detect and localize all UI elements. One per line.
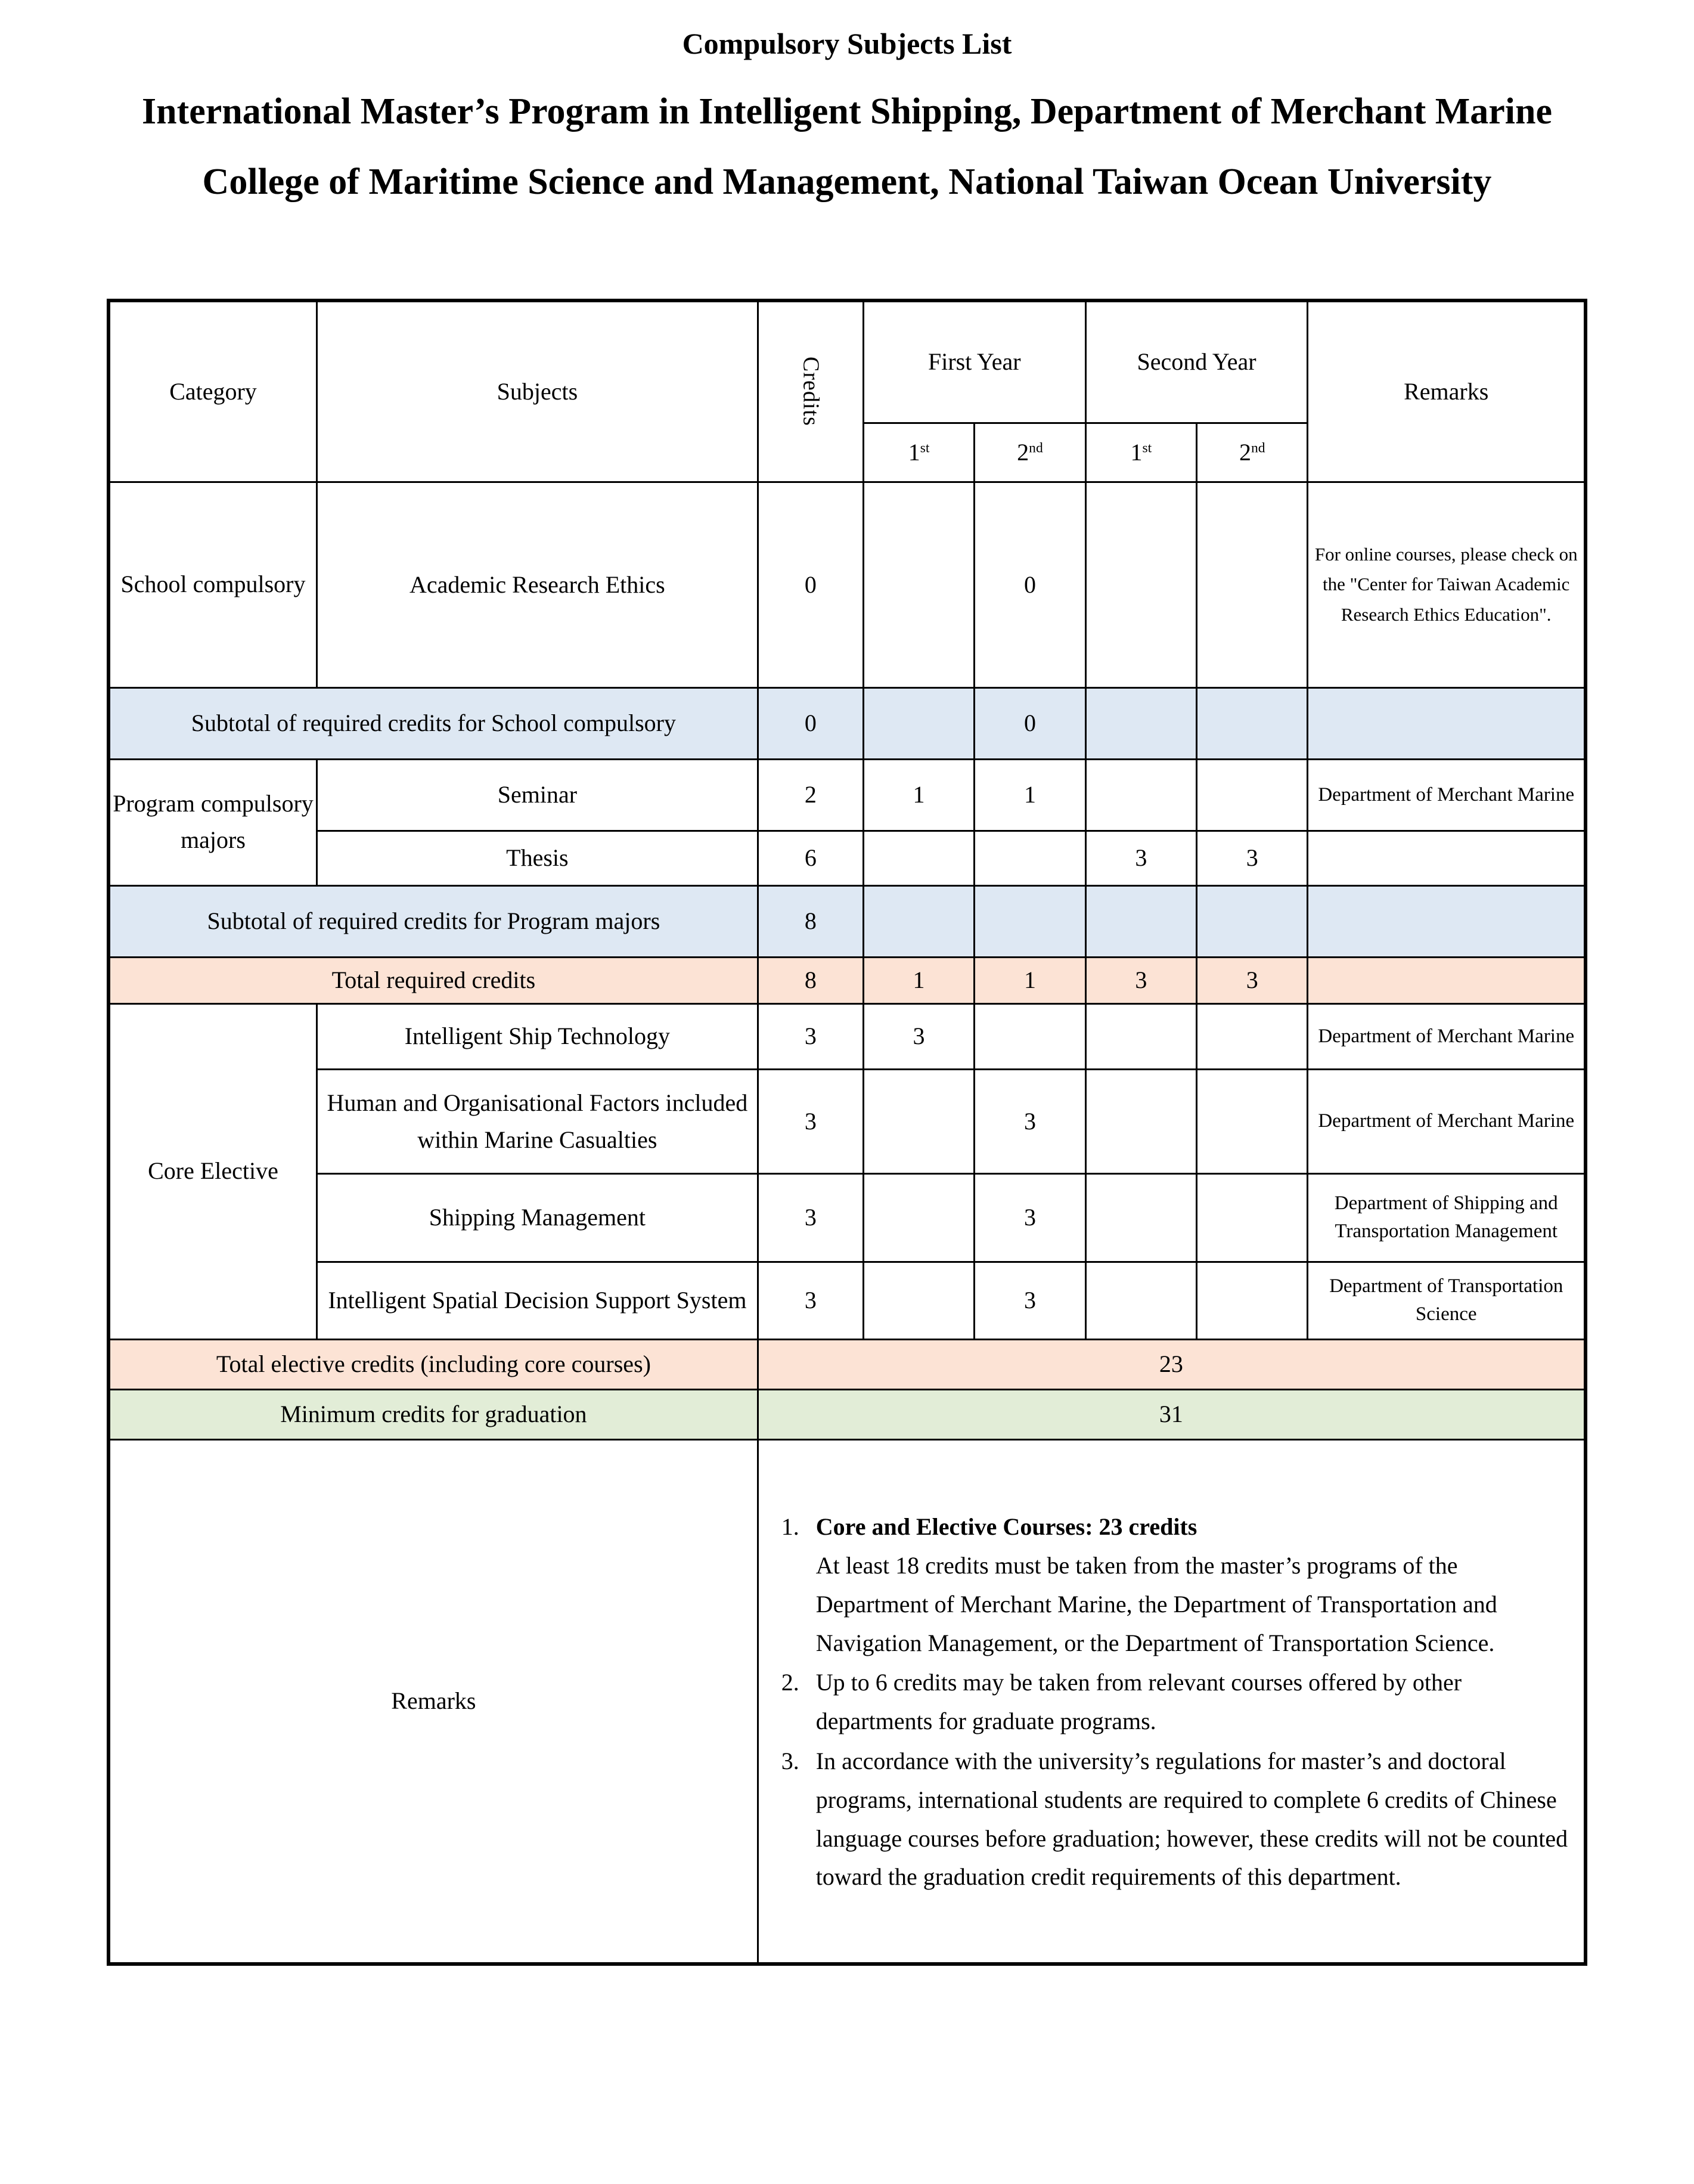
cell-remarks [1308, 831, 1586, 885]
table-header-row-1 [108, 301, 1586, 423]
cell-y1s2: 1 [975, 957, 1085, 1003]
cell-credits: 0 [758, 482, 863, 687]
cell-subject-seminar: Seminar [317, 759, 758, 831]
ordinal-suffix-st: st [920, 439, 930, 456]
cell-total-elective-value: 23 [758, 1339, 1586, 1389]
cell-total-required-label: Total required credits [108, 957, 758, 1003]
compulsory-subjects-table [107, 299, 1587, 1966]
cell-credits: 6 [758, 831, 863, 885]
table-row-remarks-block [108, 1439, 1586, 1964]
compulsory-subjects-table-wrap [107, 299, 1587, 1966]
cell-credits: 0 [758, 687, 863, 759]
cell-y2s2 [1197, 759, 1308, 831]
cell-y1s2 [975, 831, 1085, 885]
credits-rotated-wrap: Credits [798, 357, 824, 427]
cell-y1s1 [863, 831, 974, 885]
ordinal-suffix-nd: nd [1251, 439, 1265, 456]
cell-y1s2: 3 [975, 1173, 1085, 1262]
cell-category-program-compulsory-majors: Program compulsory majors [108, 759, 317, 885]
cell-y1s2: 0 [975, 482, 1085, 687]
cell-remarks: Department of Merchant Marine [1308, 1003, 1586, 1069]
cell-credits: 3 [758, 1003, 863, 1069]
cell-remarks [1308, 957, 1586, 1003]
cell-y2s1 [1085, 482, 1196, 687]
cell-y2s2 [1197, 885, 1308, 957]
cell-remarks: Department of Merchant Marine [1308, 759, 1586, 831]
cell-y1s1: 3 [863, 1003, 974, 1069]
header-y1-sem2: 2nd [975, 423, 1085, 482]
remarks-list [766, 1508, 1568, 1897]
cell-minimum-graduation-value: 31 [758, 1389, 1586, 1439]
cell-subject-shipping-management: Shipping Management [317, 1173, 758, 1262]
cell-y1s1 [863, 1262, 974, 1339]
cell-y2s1 [1085, 1262, 1196, 1339]
table-row [108, 1003, 1586, 1069]
cell-y2s1: 3 [1085, 831, 1196, 885]
cell-y1s1: 1 [863, 957, 974, 1003]
cell-total-elective-label: Total elective credits (including core courses) [108, 1339, 758, 1389]
remark-body-1: At least 18 credits must be taken from the master’s programs of the Department of Merchant Marine, the Department of Transportation and Navigation Management, or the Department of Transportation Science. [815, 1552, 1497, 1656]
ordinal-suffix-nd: nd [1029, 439, 1043, 456]
cell-y2s1: 3 [1085, 957, 1196, 1003]
header-category: Category [108, 301, 317, 482]
table-row-total-required [108, 957, 1586, 1003]
table-row-total-elective [108, 1339, 1586, 1389]
cell-y2s2 [1197, 687, 1308, 759]
cell-subject-human-organisational-factors: Human and Organisational Factors included within Marine Casualties [317, 1069, 758, 1173]
cell-y1s1 [863, 885, 974, 957]
page-title: Compulsory Subjects List [682, 27, 1012, 60]
cell-subtotal-program-label: Subtotal of required credits for Program majors [108, 885, 758, 957]
cell-y2s1 [1085, 885, 1196, 957]
table-row [108, 1262, 1586, 1339]
cell-y2s2 [1197, 1173, 1308, 1262]
cell-remarks: Department of Shipping and Transportation Management [1308, 1173, 1586, 1262]
cell-y1s1 [863, 482, 974, 687]
table-row [108, 482, 1586, 687]
cell-y1s2 [975, 1003, 1085, 1069]
header-subjects: Subjects [317, 301, 758, 482]
table-row-subtotal-school [108, 687, 1586, 759]
list-item [805, 1742, 1568, 1897]
remark-heading-1: Core and Elective Courses: 23 credits [815, 1513, 1197, 1541]
college-title: College of Maritime Science and Management, National Taiwan Ocean University [202, 162, 1492, 202]
cell-y2s1 [1085, 1069, 1196, 1173]
cell-y2s2 [1197, 1003, 1308, 1069]
cell-remarks [1308, 687, 1586, 759]
cell-credits: 2 [758, 759, 863, 831]
table-row [108, 759, 1586, 831]
cell-y1s2 [975, 885, 1085, 957]
table-row-subtotal-program [108, 885, 1586, 957]
cell-credits: 8 [758, 957, 863, 1003]
document-titles [0, 0, 1694, 200]
header-y2-sem2: 2nd [1197, 423, 1308, 482]
cell-subject-intelligent-ship-technology: Intelligent Ship Technology [317, 1003, 758, 1069]
cell-remarks: Department of Transportation Science [1308, 1262, 1586, 1339]
remarks-list-wrap [759, 1489, 1584, 1913]
cell-remarks: Department of Merchant Marine [1308, 1069, 1586, 1173]
cell-y2s1 [1085, 1173, 1196, 1262]
cell-y2s2 [1197, 482, 1308, 687]
table-row [108, 1069, 1586, 1173]
header-y2-sem1: 1st [1085, 423, 1196, 482]
header-y1-sem1: 1st [863, 423, 974, 482]
remark-body-2: 2. Up to 6 credits may be taken from relevant courses offered by other departments for graduate programs. [815, 1669, 1462, 1735]
cell-y2s2: 3 [1197, 957, 1308, 1003]
cell-remarks-content [758, 1439, 1586, 1964]
cell-remarks [1308, 885, 1586, 957]
cell-y1s1 [863, 1173, 974, 1262]
cell-credits: 3 [758, 1173, 863, 1262]
list-item [805, 1663, 1568, 1741]
list-item [805, 1508, 1568, 1662]
cell-subject-thesis: Thesis [317, 831, 758, 885]
cell-subject-intelligent-spatial-decision-support-system: Intelligent Spatial Decision Support System [317, 1262, 758, 1339]
ordinal-suffix-st: st [1142, 439, 1152, 456]
cell-category-core-elective: Core Elective [108, 1003, 317, 1339]
cell-y2s2: 3 [1197, 831, 1308, 885]
cell-y2s2 [1197, 1262, 1308, 1339]
cell-subtotal-school-label: Subtotal of required credits for School compulsory [108, 687, 758, 759]
cell-credits: 3 [758, 1262, 863, 1339]
cell-remarks-label: Remarks [108, 1439, 758, 1964]
cell-category-school-compulsory: School compulsory [108, 482, 317, 687]
remark-body-3: 3. In accordance with the university’s regulations for master’s and doctoral programs, international students are required to complete 6 credits of Chinese language courses before graduation; however, these credits will not be counted toward the graduation credit requirements of this department. [815, 1748, 1568, 1891]
cell-remarks: For online courses, please check on the "Center for Taiwan Academic Research Ethics Education". [1308, 482, 1586, 687]
cell-y1s1 [863, 687, 974, 759]
cell-y1s2: 3 [975, 1262, 1085, 1339]
cell-subject-academic-research-ethics: Academic Research Ethics [317, 482, 758, 687]
cell-y1s2: 1 [975, 759, 1085, 831]
cell-minimum-graduation-label: Minimum credits for graduation [108, 1389, 758, 1439]
cell-y2s1 [1085, 759, 1196, 831]
cell-y1s1 [863, 1069, 974, 1173]
cell-y1s2: 0 [975, 687, 1085, 759]
program-title: International Master’s Program in Intelligent Shipping, Department of Merchant Marine [141, 91, 1553, 132]
cell-y1s1: 1 [863, 759, 974, 831]
cell-y2s2 [1197, 1069, 1308, 1173]
table-row [108, 1173, 1586, 1262]
header-remarks: Remarks [1308, 301, 1586, 482]
cell-y2s1 [1085, 687, 1196, 759]
cell-credits: 8 [758, 885, 863, 957]
table-row [108, 831, 1586, 885]
cell-y1s2: 3 [975, 1069, 1085, 1173]
table-row-minimum-graduation [108, 1389, 1586, 1439]
header-credits [758, 301, 863, 482]
header-second-year: Second Year [1085, 301, 1308, 423]
cell-credits: 3 [758, 1069, 863, 1173]
cell-y2s1 [1085, 1003, 1196, 1069]
header-first-year: First Year [863, 301, 1085, 423]
